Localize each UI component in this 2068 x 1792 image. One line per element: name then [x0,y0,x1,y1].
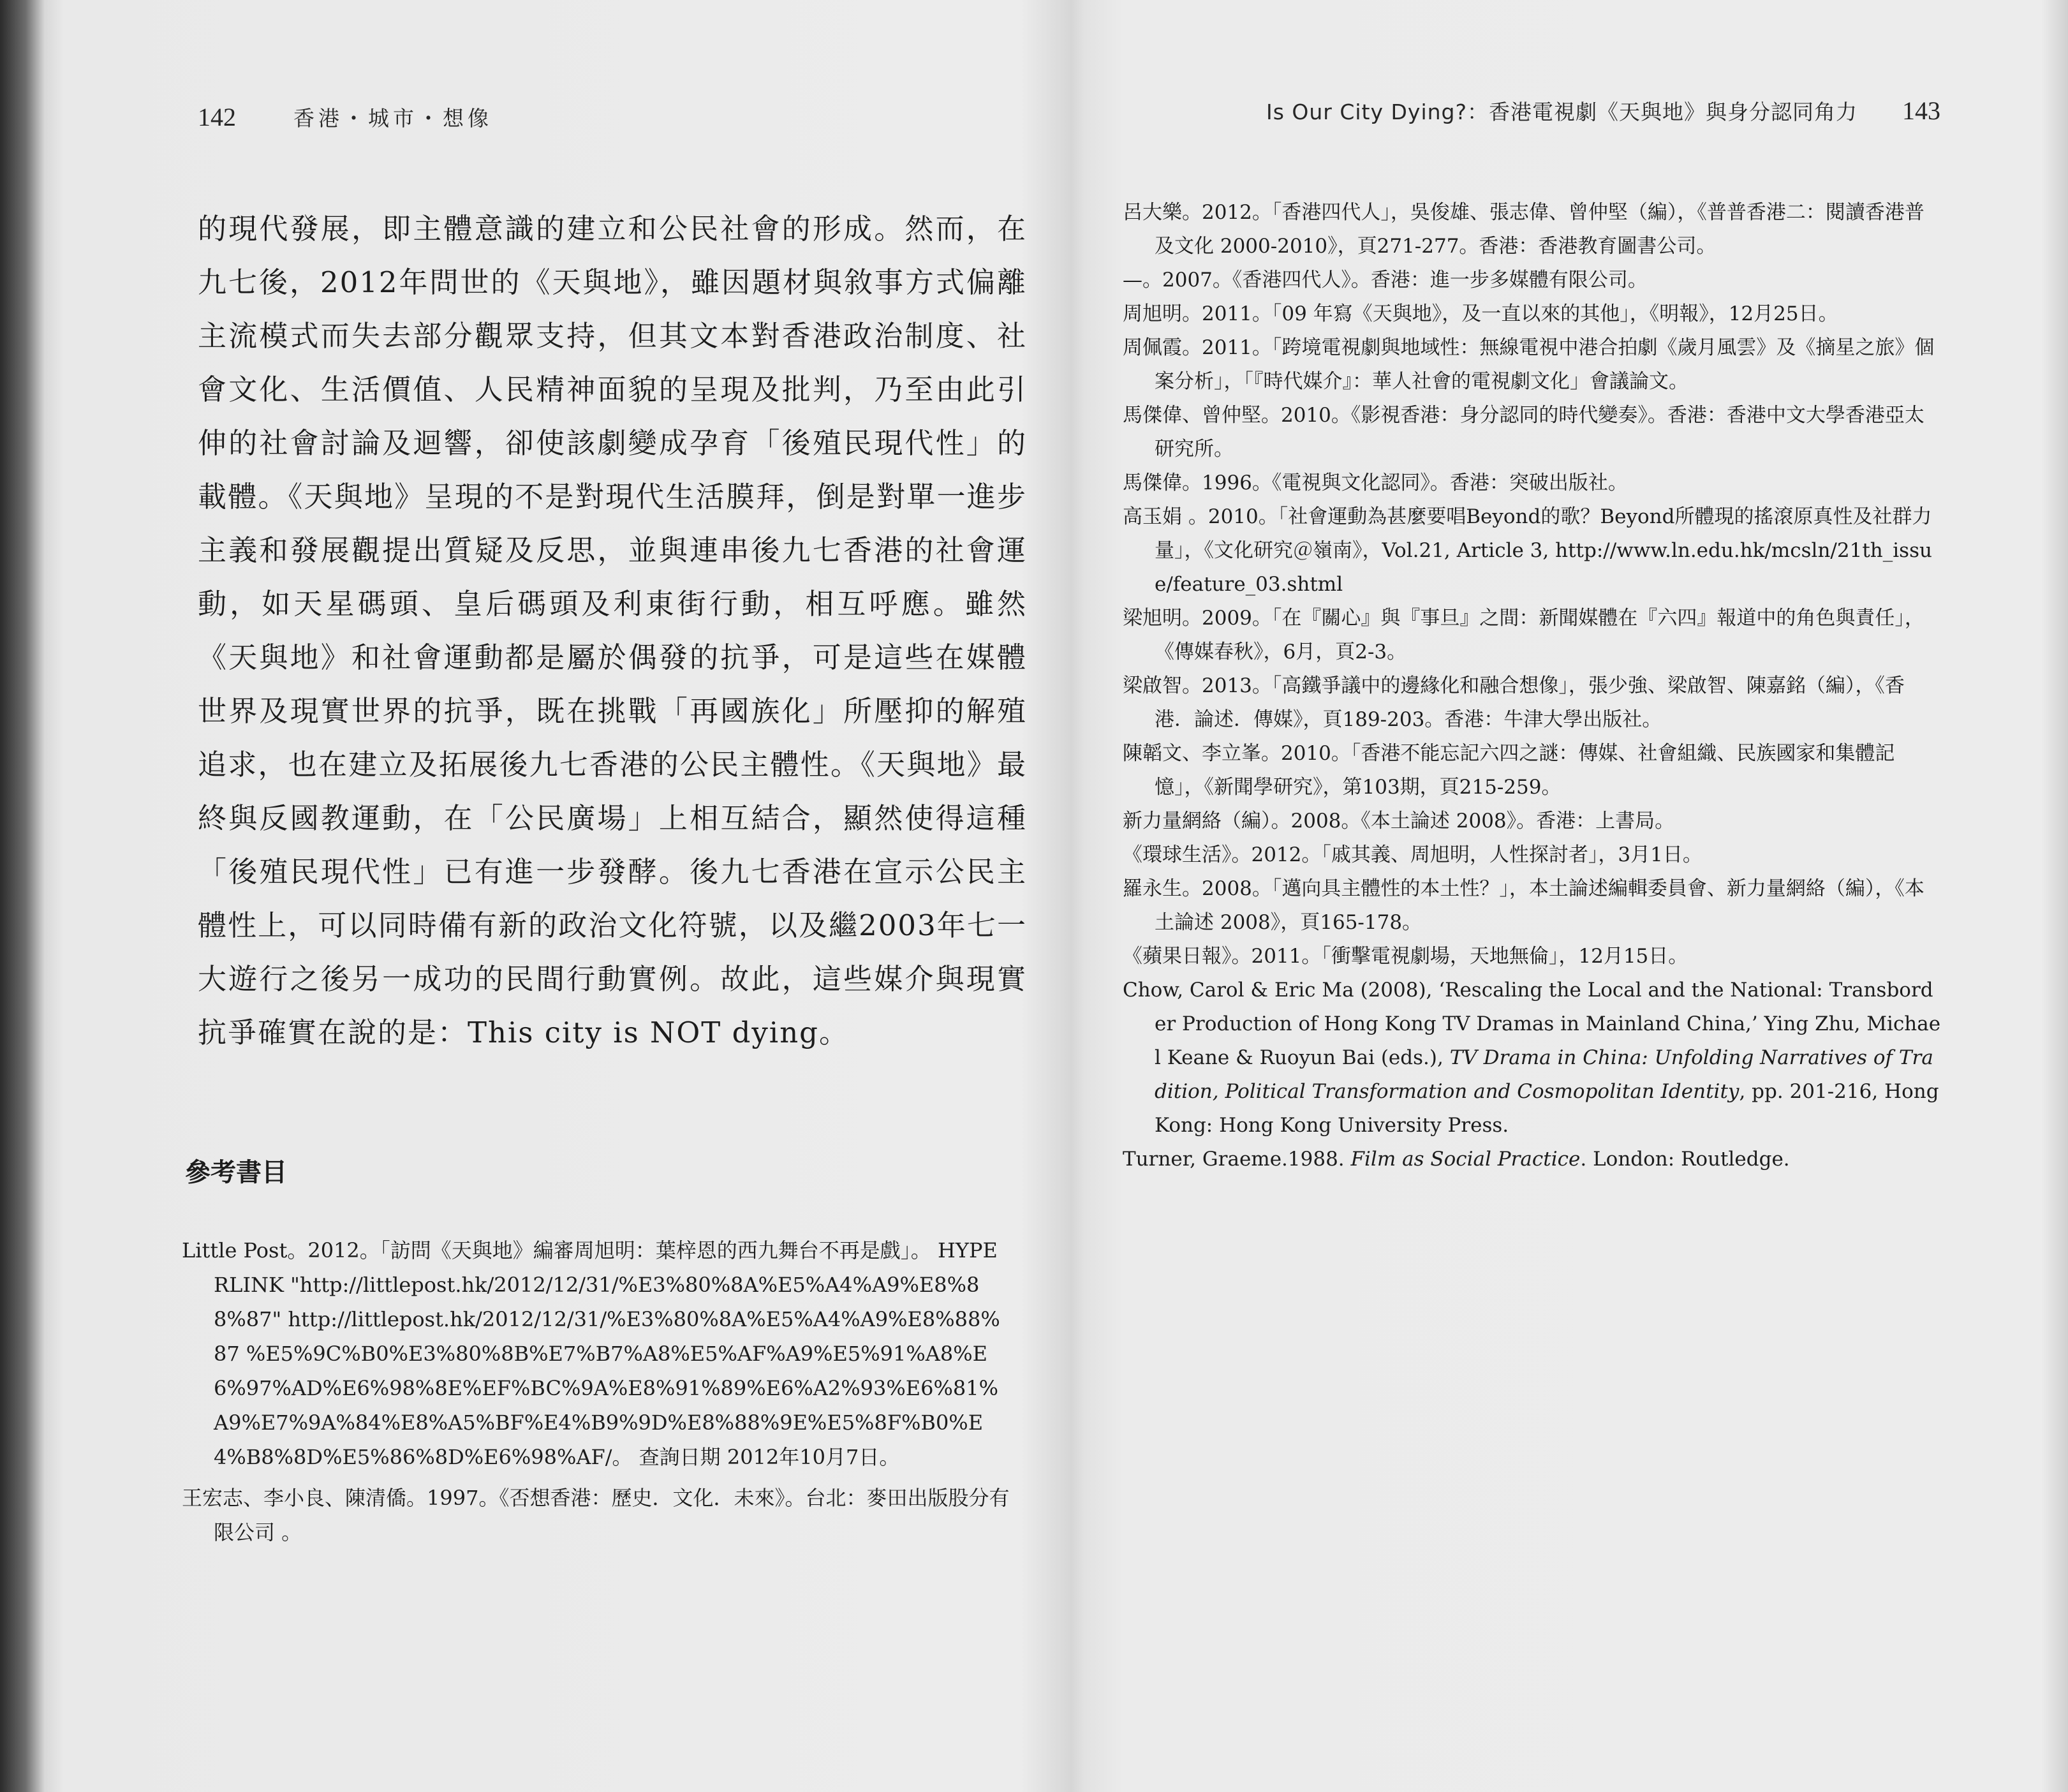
running-title: Is Our City Dying?：香港電視劇《天與地》與身分認同角力 [1266,100,1858,124]
reference-list [1123,196,1942,1176]
left-page [57,0,1078,1792]
reference-item: 羅永生。2008。「邁向具主體性的本土性？」，本土論述編輯委員會、新力量網絡（編），《本土論述 2008》，頁165-178。 [1123,877,1924,934]
reference-item: 周佩霞。2011。「跨境電視劇與地域性：無線電視中港合拍劇《歲月風雲》及《摘星之旅》個案分析」，「『時代媒介』：華人社會的電視劇文化」會議論文。 [1123,336,1935,393]
reference-item-turner [1123,1143,1942,1176]
reference-item: 呂大樂。2012。「香港四代人」，吳俊雄、張志偉、曾仲堅（編），《普普香港二：閱讀香港普及文化 2000-2010》，頁271-277。香港：香港教育圖書公司。 [1123,201,1924,258]
reference-item: 陳韜文、李立峯。2010。「香港不能忘記六四之謎：傳媒、社會組織、民族國家和集體記憶」，《新聞學研究》，第103期，頁215-259。 [1123,742,1895,799]
reference-lead: Turner, Graeme.1988. [1123,1148,1351,1171]
right-page-header [1123,96,1940,126]
reference-item: 王宏志、李小良、陳清僑。1997。《否想香港：歷史．文化．未來》。台北：麥田出版股分有限公司 。 [182,1486,1010,1544]
reference-lead: Chow, Carol & Eric Ma (2008), ‘Rescaling the Local and the National: Transborder Production of Hong Kong TV Dramas in Mainland China,’ Ying Zhu, Michael Keane & Ruoyun Bai (eds.), [1123,979,1941,1069]
reference-item: Little Post。2012。「訪問《天與地》編審周旭明：葉梓恩的西九舞台不再是戲」。 HYPERLINK "http://littlepost.hk/2012/12/31/%E3%80%8A%E5%A4%A9%E8%88%87" http://littlepost.hk/2012/12/31/%E3%80%8A%E5%A4%A9%E8%88%87 %E5%9C%B0%E3%80%8B%E7%B7%A8%E5%AF%A9%E5%91%A8%E6%97%AD%E6%98%8E%EF%BC%9A%E8%91%89%E6%A2%93%E6%81%A9%E7%9A%84%E8%A5%BF%E4%B9%9D%E8%88%9E%E5%8F%B0%E4%B8%8D%E5%86%8D%E6%98%AF/。 查詢日期 2012年10月7日。 [182,1238,1000,1469]
page-number: 143 [1902,96,1940,125]
reference-tail: . London: Routledge. [1580,1148,1790,1171]
reference-item: 馬傑偉。1996。《電視與文化認同》。香港：突破出版社。 [1123,471,1628,494]
page-number: 142 [198,103,236,131]
reference-item: —。2007。《香港四代人》。香港：進一步多媒體有限公司。 [1123,269,1648,292]
reference-book-title: Film as Social Practice [1350,1148,1581,1171]
references-heading: 參考書目 [185,1158,287,1187]
reference-list [182,1233,1011,1550]
reference-item: 梁啟智。2013。「高鐵爭議中的邊緣化和融合想像」，張少強、梁啟智、陳嘉銘（編），《香港．論述．傳媒》，頁189-203。香港：牛津大學出版社。 [1123,674,1905,731]
reference-item: 高玉娟 。2010。「社會運動為甚麼要唱Beyond的歌？Beyond所體現的搖滾原真性及社群力量」，《文化研究＠嶺南》，Vol.21, Article 3, http://www.ln.edu.hk/mcsln/21th_issue/feature_03.shtml [1123,505,1932,596]
reference-item-chow [1123,974,1942,1143]
reference-item: 梁旭明。2009。「在『關心』與『事旦』之間：新聞媒體在『六四』報道中的角色與責任」，《傳媒春秋》，6月，頁2-3。 [1123,607,1924,663]
reference-item: 新力量網絡（編）。2008。《本土論述 2008》。香港：上書局。 [1123,810,1675,833]
running-title: 香港・城市・想像 [293,106,492,131]
left-page-header [198,102,1027,132]
body-paragraph: 的現代發展，即主體意識的建立和公民社會的形成。然而，在九七後，2012年問世的《天與地》，雖因題材與敘事方式偏離主流模式而失去部分觀眾支持，但其文本對香港政治制度、社會文化、生活價值、人民精神面貌的呈現及批判，乃至由此引伸的社會討論及迴響，卻使該劇變成孕育「後殖民現代性」的載體。《天與地》呈現的不是對現代生活膜拜，倒是對單一進步主義和發展觀提出質疑及反思，並與連串後九七香港的社會運動，如天星碼頭、皇后碼頭及利東街行動，相互呼應。雖然《天與地》和社會運動都是屬於偶發的抗爭，可是這些在媒體世界及現實世界的抗爭，既在挑戰「再國族化」所壓抑的解殖追求，也在建立及拓展後九七香港的公民主體性。《天與地》最終與反國教運動，在「公民廣場」上相互結合，顯然使得這種「後殖民現代性」已有進一步發酵。後九七香港在宣示公民主體性上，可以同時備有新的政治文化符號，以及繼2003年七一大遊行之後另一成功的民間行動實例。故此，這些媒介與現實抗爭確實在說的是：This city is NOT dying。 [198,212,1027,1049]
reference-item: 周旭明。2011。「09 年寫《天與地》，及一直以來的其他」，《明報》，12月25日。 [1123,302,1838,325]
reference-book-title: TV Drama in China: Unfolding Narratives of Tradition, Political Transformation and Cosmopolitan Identity [1155,1046,1933,1103]
reference-tail: , pp. 201-216, Hong Kong: Hong Kong University Press. [1155,1080,1939,1137]
reference-item: 馬傑偉、曾仲堅。2010。《影視香港：身分認同的時代變奏》。香港：香港中文大學香港亞太研究所。 [1123,404,1924,461]
reference-item: 《環球生活》。2012。「戚其義、周旭明，人性探討者」，3月1日。 [1123,843,1702,866]
right-page [1084,0,2068,1792]
reference-item: 《蘋果日報》。2011。「衝擊電視劇場，天地無倫」，12月15日。 [1123,945,1688,968]
